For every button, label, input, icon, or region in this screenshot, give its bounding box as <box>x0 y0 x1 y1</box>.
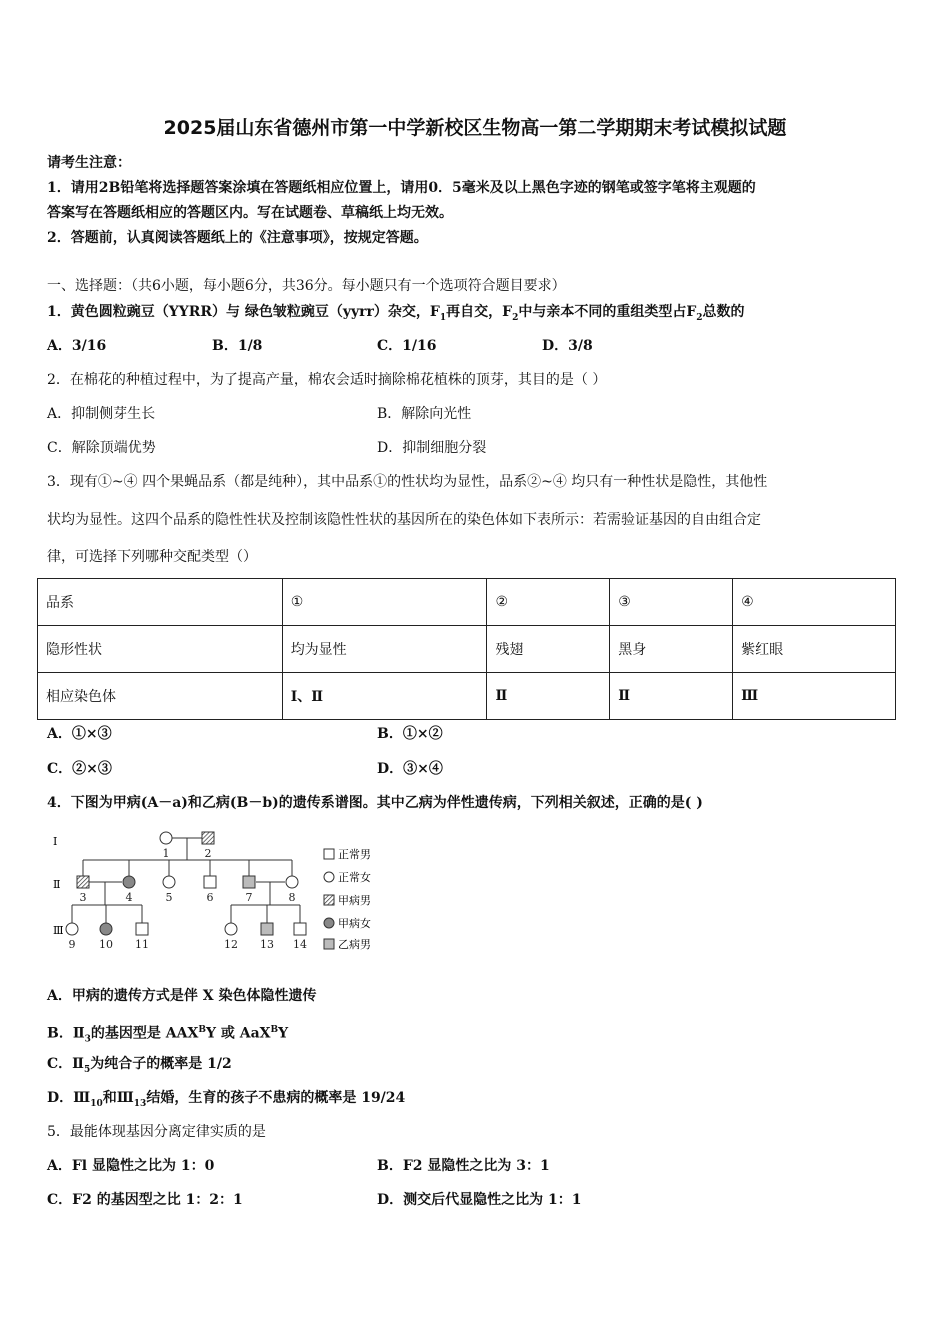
individual-number: 13 <box>260 938 274 951</box>
pedigree-diagram <box>45 822 390 957</box>
q2-option-a: A．抑制侧芽生长 <box>47 406 156 422</box>
individual-number: 1 <box>162 847 170 860</box>
notice-line: 2．答题前，认真阅读答题纸上的《注意事项》，按规定答题。 <box>47 230 428 246</box>
table-cell: ④ <box>733 579 896 626</box>
q4-stem: 4．下图为甲病(A－a)和乙病(B－b)的遗传系谱图。其中乙病为伴性遗传病，下列相关叙述，正确的是( ) <box>47 795 703 811</box>
table-cell: Ⅱ <box>610 673 733 720</box>
individual-3 <box>77 876 89 888</box>
legend-label: 甲病男 <box>338 894 371 907</box>
table-cell: ③ <box>610 579 733 626</box>
individual-number: 11 <box>135 938 149 951</box>
table-cell: ① <box>282 579 487 626</box>
legend-disease-b-male-icon <box>324 939 334 949</box>
table-cell: 均为显性 <box>282 626 487 673</box>
individual-4 <box>123 876 135 888</box>
table-cell: Ⅰ、Ⅱ <box>282 673 487 720</box>
q4-option-c: C．$Ⅱ_5$为纯合子的概率是 1/2 <box>47 1056 232 1075</box>
q3-option-d: D．③×④ <box>377 761 443 777</box>
individual-number: 7 <box>245 891 253 904</box>
table-cell: Ⅲ <box>733 673 896 720</box>
q1-option-b: B．1/8 <box>212 338 263 354</box>
legend-disease-a-female-icon <box>324 918 334 928</box>
legend-label: 甲病女 <box>338 917 371 930</box>
legend-normal-female-icon <box>324 872 334 882</box>
table-row <box>38 579 896 626</box>
q2-option-b: B．解除向光性 <box>377 406 472 422</box>
individual-number: 10 <box>99 938 113 951</box>
table-cell: ② <box>487 579 610 626</box>
individual-11 <box>136 923 148 935</box>
q3-option-c: C．②×③ <box>47 761 112 777</box>
table-cell: 相应染色体 <box>38 673 283 720</box>
table-cell: 黑身 <box>610 626 733 673</box>
q5-option-d: D．测交后代显隐性之比为 1：1 <box>377 1192 582 1208</box>
q5-option-a: A．Fl 显隐性之比为 1：0 <box>47 1158 215 1174</box>
individual-10 <box>100 923 112 935</box>
individual-7 <box>243 876 255 888</box>
individual-5 <box>163 876 175 888</box>
q4-option-a: A．甲病的遗传方式是伴 X 染色体隐性遗传 <box>47 988 317 1004</box>
individual-12 <box>225 923 237 935</box>
table-cell: Ⅱ <box>487 673 610 720</box>
individual-number: 12 <box>224 938 238 951</box>
q4-option-b: B．$Ⅱ_3$的基因型是 $AAX^BY$ 或 AaX$^B$Y <box>47 1025 289 1045</box>
individual-number: 4 <box>125 891 133 904</box>
q5-option-b: B．F2 显隐性之比为 3：1 <box>377 1158 550 1174</box>
q2-stem: 2．在棉花的种植过程中，为了提高产量，棉农会适时摘除棉花植株的顶芽，其目的是（ ） <box>47 372 607 388</box>
q3-option-a: A．①×③ <box>47 726 112 742</box>
section-heading: 一、选择题：（共6小题，每小题6分，共36分。每小题只有一个选项符合题目要求） <box>47 278 566 294</box>
notice-line: 答案写在答题纸相应的答题区内。写在试题卷、草稿纸上均无效。 <box>47 205 453 221</box>
generation-label: Ⅱ <box>53 878 61 891</box>
q1-option-c: C．1/16 <box>377 338 437 354</box>
individual-6 <box>204 876 216 888</box>
q3-stem-line: 3．现有①~④ 四个果蝇品系（都是纯种），其中品系①的性状均为显性，品系②~④ 均只有一种性状是隐性，其他性 <box>47 474 768 490</box>
individual-number: 5 <box>165 891 173 904</box>
legend-label: 正常女 <box>338 871 371 884</box>
individual-number: 9 <box>68 938 76 951</box>
individual-14 <box>294 923 306 935</box>
table-cell: 品系 <box>38 579 283 626</box>
individual-13 <box>261 923 273 935</box>
notice-heading: 请考生注意： <box>47 155 131 171</box>
individual-2 <box>202 832 214 844</box>
q1-option-a: A．3/16 <box>47 338 107 354</box>
q5-option-c: C．F2 的基因型之比 1：2：1 <box>47 1192 243 1208</box>
individual-9 <box>66 923 78 935</box>
individual-number: 2 <box>204 847 212 860</box>
q3-stem-line: 状均为显性。这四个品系的隐性性状及控制该隐性性状的基因所在的染色体如下表所示：若需验证基因的自由组合定 <box>47 512 761 528</box>
table-row <box>38 626 896 673</box>
individual-number: 14 <box>293 938 307 951</box>
individual-8 <box>286 876 298 888</box>
table-cell: 隐形性状 <box>38 626 283 673</box>
q1-option-d: D．3/8 <box>542 338 593 354</box>
generation-label: Ⅲ <box>53 924 64 937</box>
generation-label: Ⅰ <box>53 835 58 848</box>
page-title: 2025届山东省德州市第一中学新校区生物高一第二学期期末考试模拟试题 <box>163 117 787 139</box>
individual-number: 8 <box>288 891 296 904</box>
q1-stem: 1．黄色圆粒豌豆（YYRR）与 绿色皱粒豌豆（yyrr）杂交，$F_1$再自交，$F_2$中与亲本不同的重组类型占$F_2$总数的 <box>47 304 745 323</box>
legend-normal-male-icon <box>324 849 334 859</box>
strain-table <box>37 578 896 720</box>
q2-option-d: D．抑制细胞分裂 <box>377 440 487 456</box>
legend-disease-a-male-icon <box>324 895 334 905</box>
individual-1 <box>160 832 172 844</box>
q4-option-d: D．$Ⅲ_{10}$和$Ⅲ_{13}$结婚，生育的孩子不患病的概率是 19/24 <box>47 1090 406 1109</box>
legend-label: 正常男 <box>338 848 371 861</box>
table-cell: 紫红眼 <box>733 626 896 673</box>
individual-number: 6 <box>206 891 214 904</box>
q3-option-b: B．①×② <box>377 726 443 742</box>
individual-number: 3 <box>79 891 87 904</box>
q2-option-c: C．解除顶端优势 <box>47 440 156 456</box>
table-row <box>38 673 896 720</box>
notice-line: 1．请用2B铅笔将选择题答案涂填在答题纸相应位置上，请用0．5毫米及以上黑色字迹的钢笔或签字笔将主观题的 <box>47 180 756 196</box>
table-cell: 残翅 <box>487 626 610 673</box>
q3-stem-line: 律，可选择下列哪种交配类型（） <box>47 549 257 565</box>
q5-stem: 5．最能体现基因分离定律实质的是 <box>47 1124 266 1140</box>
legend-label: 乙病男 <box>338 938 371 951</box>
